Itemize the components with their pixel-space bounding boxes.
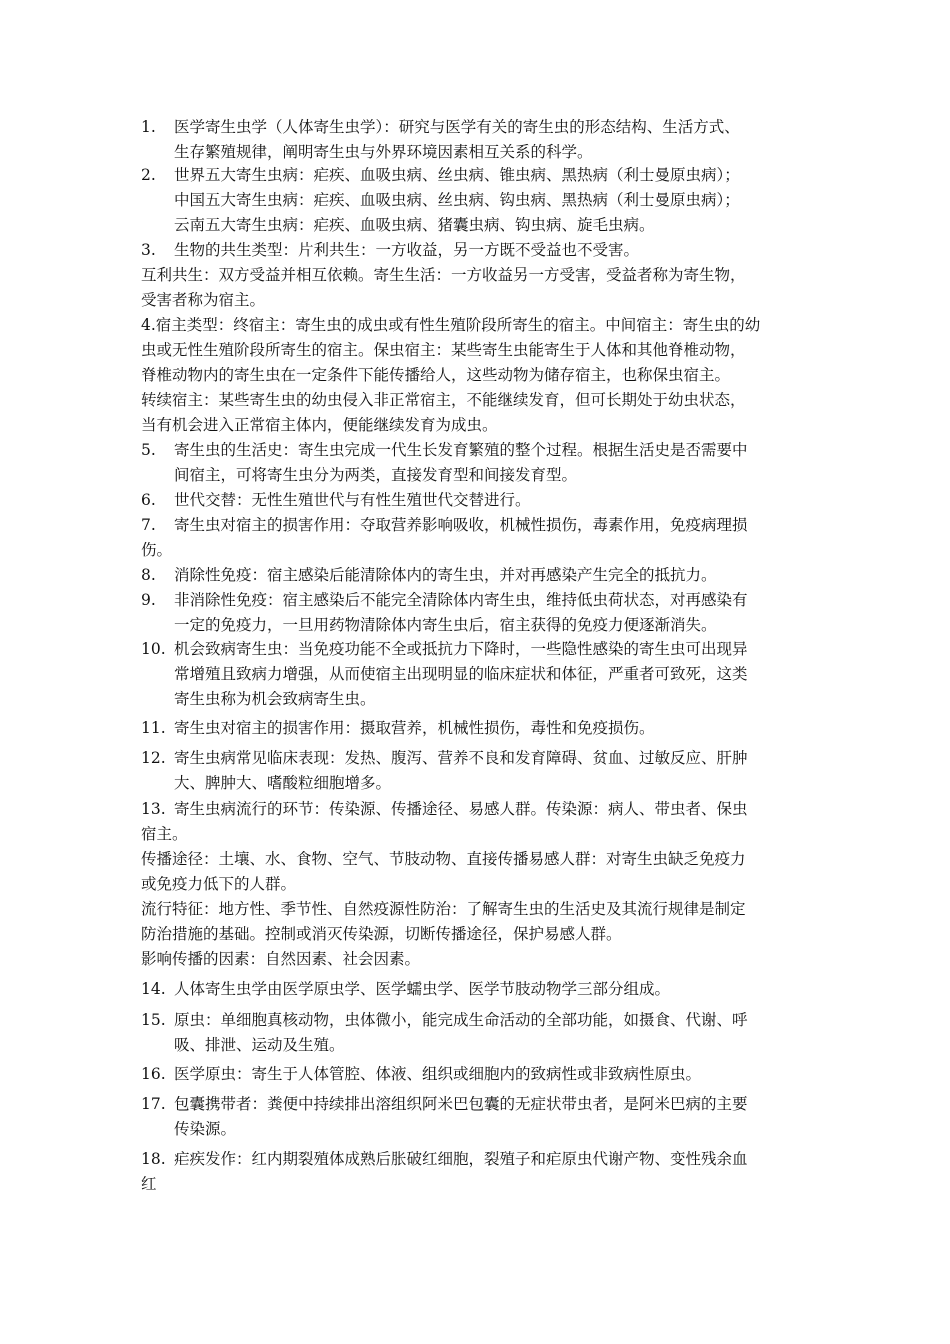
item-number: 16.: [141, 1065, 166, 1083]
item-number: 2.: [141, 166, 156, 184]
item-text: 人体寄生虫学由医学原虫学、医学蠕虫学、医学节肢动物学三部分组成。: [174, 980, 671, 998]
list-item-2: [141, 163, 821, 238]
item-number: 14.: [141, 980, 166, 998]
paragraph-line: 脊椎动物内的寄生虫在一定条件下能传播给人，这些动物为储存宿主，也称保虫宿主。: [141, 366, 731, 384]
paragraph-line: 防治措施的基础。控制或消灭传染源，切断传播途径，保护易感人群。: [141, 925, 622, 943]
paragraph-epidemiology: [141, 847, 821, 972]
item-text: 云南五大寄生虫病：疟疾、血吸虫病、猪囊虫病、钩虫病、旋毛虫病。: [174, 216, 655, 234]
item-text: 消除性免疫：宿主感染后能清除体内的寄生虫，并对再感染产生完全的抵抗力。: [174, 566, 717, 584]
item-number: 10.: [141, 640, 166, 658]
item-text: 生物的共生类型：片利共生：一方收益，另一方既不受益也不受害。: [174, 241, 640, 259]
item-number: 5.: [141, 441, 156, 459]
list-item-11: [141, 716, 821, 741]
item-text: 世界五大寄生虫病：疟疾、血吸虫病、丝虫病、锥虫病、黑热病（利士曼原虫病）；: [174, 166, 740, 184]
item-text: 常增殖且致病力增强，从而使宿主出现明显的临床症状和体征，严重者可致死，这类: [174, 665, 748, 683]
item-text: 寄生虫称为机会致病寄生虫。: [174, 690, 376, 708]
paragraph-line: 互利共生：双方受益并相互依赖。寄生生活：一方收益另一方受害，受益者称为寄生物，: [141, 266, 746, 284]
item-text: 间宿主，可将寄生虫分为两类，直接发育型和间接发育型。: [174, 466, 578, 484]
list-item-16: [141, 1062, 821, 1087]
list-item-6: [141, 488, 821, 513]
paragraph-line: 当有机会进入正常宿主体内，便能继续发育为成虫。: [141, 416, 498, 434]
item-number: 9.: [141, 591, 156, 609]
item-number: 12.: [141, 749, 166, 767]
item-text: 世代交替：无性生殖世代与有性生殖世代交替进行。: [174, 491, 531, 509]
item-number: 6.: [141, 491, 156, 509]
item-text-tail: 红: [141, 1175, 157, 1193]
item-text: 医学寄生虫学（人体寄生虫学）：研究与医学有关的寄生虫的形态结构、生活方式、: [174, 118, 740, 136]
paragraph-host-types: [141, 313, 821, 438]
item-text: 大、脾肿大、嗜酸粒细胞增多。: [174, 774, 392, 792]
item-text: 寄生虫病流行的环节：传染源、传播途径、易感人群。传染源：病人、带虫者、保虫: [174, 800, 748, 818]
paragraph-symbiosis: [141, 263, 821, 313]
item-text: 生存繁殖规律，阐明寄生虫与外界环境因素相互关系的科学。: [174, 143, 593, 161]
item-text: 吸、排泄、运动及生殖。: [174, 1036, 345, 1054]
item-text: 非消除性免疫：宿主感染后不能完全清除体内寄生虫，维持低虫荷状态，对再感染有: [174, 591, 748, 609]
item-text: 医学原虫：寄生于人体管腔、体液、组织或细胞内的致病性或非致病性原虫。: [174, 1065, 702, 1083]
paragraph-line: 流行特征：地方性、季节性、自然疫源性防治：了解寄生虫的生活史及其流行规律是制定: [141, 900, 746, 918]
list-item-12: [141, 746, 821, 796]
paragraph-line: 转续宿主：某些寄生虫的幼虫侵入非正常宿主，不能继续发育，但可长期处于幼虫状态，: [141, 391, 746, 409]
item-number: 7.: [141, 516, 156, 534]
paragraph-line: 受害者称为宿主。: [141, 291, 266, 309]
item-text: 寄生虫的生活史：寄生虫完成一代生长发育繁殖的整个过程。根据生活史是否需要中: [174, 441, 748, 459]
item-text: 寄生虫对宿主的损害作用：夺取营养影响吸收，机械性损伤，毒素作用，免疫病理损: [174, 516, 748, 534]
item-number: 3.: [141, 241, 156, 259]
item-number: 15.: [141, 1011, 166, 1029]
list-item-18: [141, 1147, 821, 1197]
item-number: 18.: [141, 1150, 166, 1168]
list-item-15: [141, 1008, 821, 1058]
list-item-7: [141, 513, 821, 563]
item-number: 11.: [141, 719, 166, 737]
paragraph-line: 4.宿主类型：终宿主：寄生虫的成虫或有性生殖阶段所寄生的宿主。中间宿主：寄生虫的幼: [141, 316, 761, 334]
item-number: 13.: [141, 800, 166, 818]
item-number: 8.: [141, 566, 156, 584]
item-text: 疟疾发作：红内期裂殖体成熟后胀破红细胞，裂殖子和疟原虫代谢产物、变性残余血: [174, 1150, 748, 1168]
list-item-9: [141, 588, 821, 638]
list-item-3: [141, 238, 821, 263]
list-item-5: [141, 438, 821, 488]
list-item-14: [141, 977, 821, 1002]
item-text: 机会致病寄生虫：当免疫功能不全或抵抗力下降时，一些隐性感染的寄生虫可出现异: [174, 640, 748, 658]
item-text: 传染源。: [174, 1120, 237, 1138]
item-text: 一定的免疫力，一旦用药物清除体内寄生虫后，宿主获得的免疫力便逐渐消失。: [174, 616, 717, 634]
item-text-tail: 伤。: [141, 541, 173, 559]
item-text: 寄生虫病常见临床表现：发热、腹泻、营养不良和发育障碍、贫血、过敏反应、肝肿: [174, 749, 748, 767]
list-item-8: [141, 563, 821, 588]
item-number: 1.: [141, 118, 156, 136]
item-number: 17.: [141, 1095, 166, 1113]
list-item-17: [141, 1092, 821, 1142]
paragraph-line: 传播途径：土壤、水、食物、空气、节肢动物、直接传播易感人群：对寄生虫缺乏免疫力: [141, 850, 746, 868]
paragraph-line: 或免疫力低下的人群。: [141, 875, 297, 893]
paragraph-line: 影响传播的因素：自然因素、社会因素。: [141, 950, 421, 968]
list-item-1: [141, 115, 821, 165]
item-text: 寄生虫对宿主的损害作用：摄取营养，机械性损伤，毒性和免疫损伤。: [174, 719, 655, 737]
list-item-13: [141, 797, 821, 847]
item-text: 包囊携带者：粪便中持续排出溶组织阿米巴包囊的无症状带虫者，是阿米巴病的主要: [174, 1095, 748, 1113]
item-text-tail: 宿主。: [141, 825, 188, 843]
list-item-10: [141, 637, 821, 712]
paragraph-line: 虫或无性生殖阶段所寄生的宿主。保虫宿主：某些寄生虫能寄生于人体和其他脊椎动物，: [141, 341, 746, 359]
item-text: 中国五大寄生虫病：疟疾、血吸虫病、丝虫病、钩虫病、黑热病（利士曼原虫病）；: [174, 191, 740, 209]
item-text: 原虫：单细胞真核动物，虫体微小，能完成生命活动的全部功能，如摄食、代谢、呼: [174, 1011, 748, 1029]
